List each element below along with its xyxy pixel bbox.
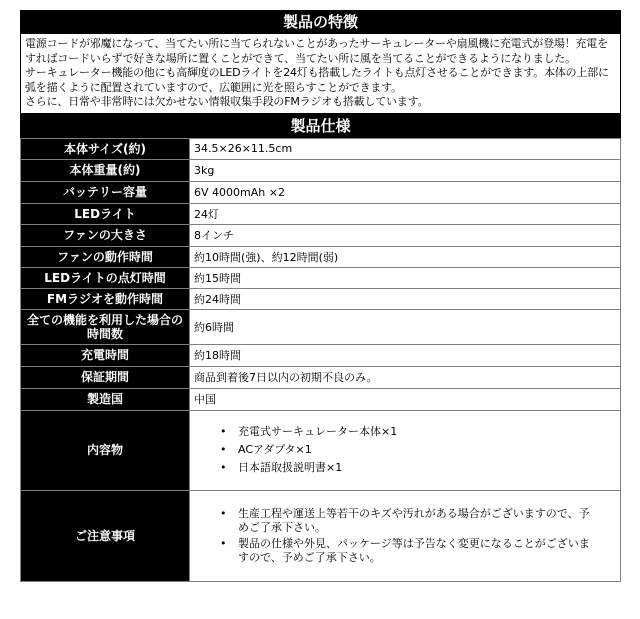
spec-value: 中国 bbox=[190, 388, 621, 410]
spec-value: 24灯 bbox=[190, 203, 621, 224]
table-row bbox=[21, 267, 621, 288]
spec-label: 製造国 bbox=[21, 388, 190, 410]
list-item: • 製品の仕様や外見、パッケージ等は予告なく変更になることがございますので、予めご了承下さい。 bbox=[238, 537, 594, 565]
spec-value: 約10時間(強)、約12時間(弱) bbox=[190, 246, 621, 267]
spec-value: 商品到着後7日以内の初期不良のみ。 bbox=[190, 366, 621, 388]
spec-value: 約18時間 bbox=[190, 344, 621, 366]
table-row bbox=[21, 344, 621, 366]
features-paragraph: さらに、日常や非常時には欠かせない情報収集手段のFMラジオも搭載しています。 bbox=[25, 95, 429, 108]
list-item: • 日本語取扱説明書×1 bbox=[238, 461, 616, 475]
table-row bbox=[21, 138, 621, 159]
list-item: • ACアダプタ×1 bbox=[238, 443, 616, 457]
spec-label: 全ての機能を利用した場合の時間数 bbox=[21, 309, 190, 344]
spec-label: バッテリー容量 bbox=[21, 181, 190, 203]
table-row bbox=[21, 288, 621, 309]
table-row bbox=[21, 410, 621, 490]
table-row bbox=[21, 366, 621, 388]
spec-value: 34.5×26×11.5cm bbox=[190, 138, 621, 159]
notes-value bbox=[190, 490, 621, 581]
table-row bbox=[21, 246, 621, 267]
features-title: 製品の特徴 bbox=[20, 10, 621, 34]
contents-label: 内容物 bbox=[21, 410, 190, 490]
spec-label: 本体重量(約) bbox=[21, 159, 190, 181]
table-row bbox=[21, 181, 621, 203]
product-sheet bbox=[20, 10, 621, 582]
spec-label: 充電時間 bbox=[21, 344, 190, 366]
spec-value: 約15時間 bbox=[190, 267, 621, 288]
spec-title: 製品仕様 bbox=[20, 114, 621, 138]
list-item: • 生産工程や運送上等若干のキズや汚れがある場合がございますので、予めご了承下さい。 bbox=[238, 507, 594, 535]
spec-label: ファンの大きさ bbox=[21, 224, 190, 246]
notes-label: ご注意事項 bbox=[21, 490, 190, 581]
features-paragraph: 電源コードが邪魔になって、当てたい所に当てられないことがあったサーキュレーターや扇風機に充電式が登場！充電をすればコードいらずで好きな場所に置くことができて、当てたい所に風を当てることができるようになりました。 bbox=[25, 37, 608, 65]
table-row bbox=[21, 490, 621, 581]
spec-label: FMラジオを動作時間 bbox=[21, 288, 190, 309]
notes-list bbox=[194, 507, 616, 565]
spec-value: 約24時間 bbox=[190, 288, 621, 309]
spec-label: 本体サイズ(約) bbox=[21, 138, 190, 159]
table-row bbox=[21, 388, 621, 410]
spec-table bbox=[20, 138, 621, 582]
spec-value: 6V 4000mAh ×2 bbox=[190, 181, 621, 203]
list-item: • 充電式サーキュレーター本体×1 bbox=[238, 425, 616, 439]
contents-list bbox=[194, 425, 616, 475]
spec-label: LEDライトの点灯時間 bbox=[21, 267, 190, 288]
table-row bbox=[21, 309, 621, 344]
table-row bbox=[21, 224, 621, 246]
table-row bbox=[21, 159, 621, 181]
spec-label: 保証期間 bbox=[21, 366, 190, 388]
spec-value: 3kg bbox=[190, 159, 621, 181]
contents-value bbox=[190, 410, 621, 490]
spec-value: 約6時間 bbox=[190, 309, 621, 344]
features-description bbox=[20, 34, 621, 114]
spec-label: LEDライト bbox=[21, 203, 190, 224]
spec-label: ファンの動作時間 bbox=[21, 246, 190, 267]
table-row bbox=[21, 203, 621, 224]
spec-value: 8インチ bbox=[190, 224, 621, 246]
features-paragraph: サーキュレーター機能の他にも高輝度のLEDライトを24灯も搭載したライトも点灯させることができます。本体の上部に弧を描くように配置されていますので、広範囲に光を照らすことができます。 bbox=[25, 66, 609, 94]
